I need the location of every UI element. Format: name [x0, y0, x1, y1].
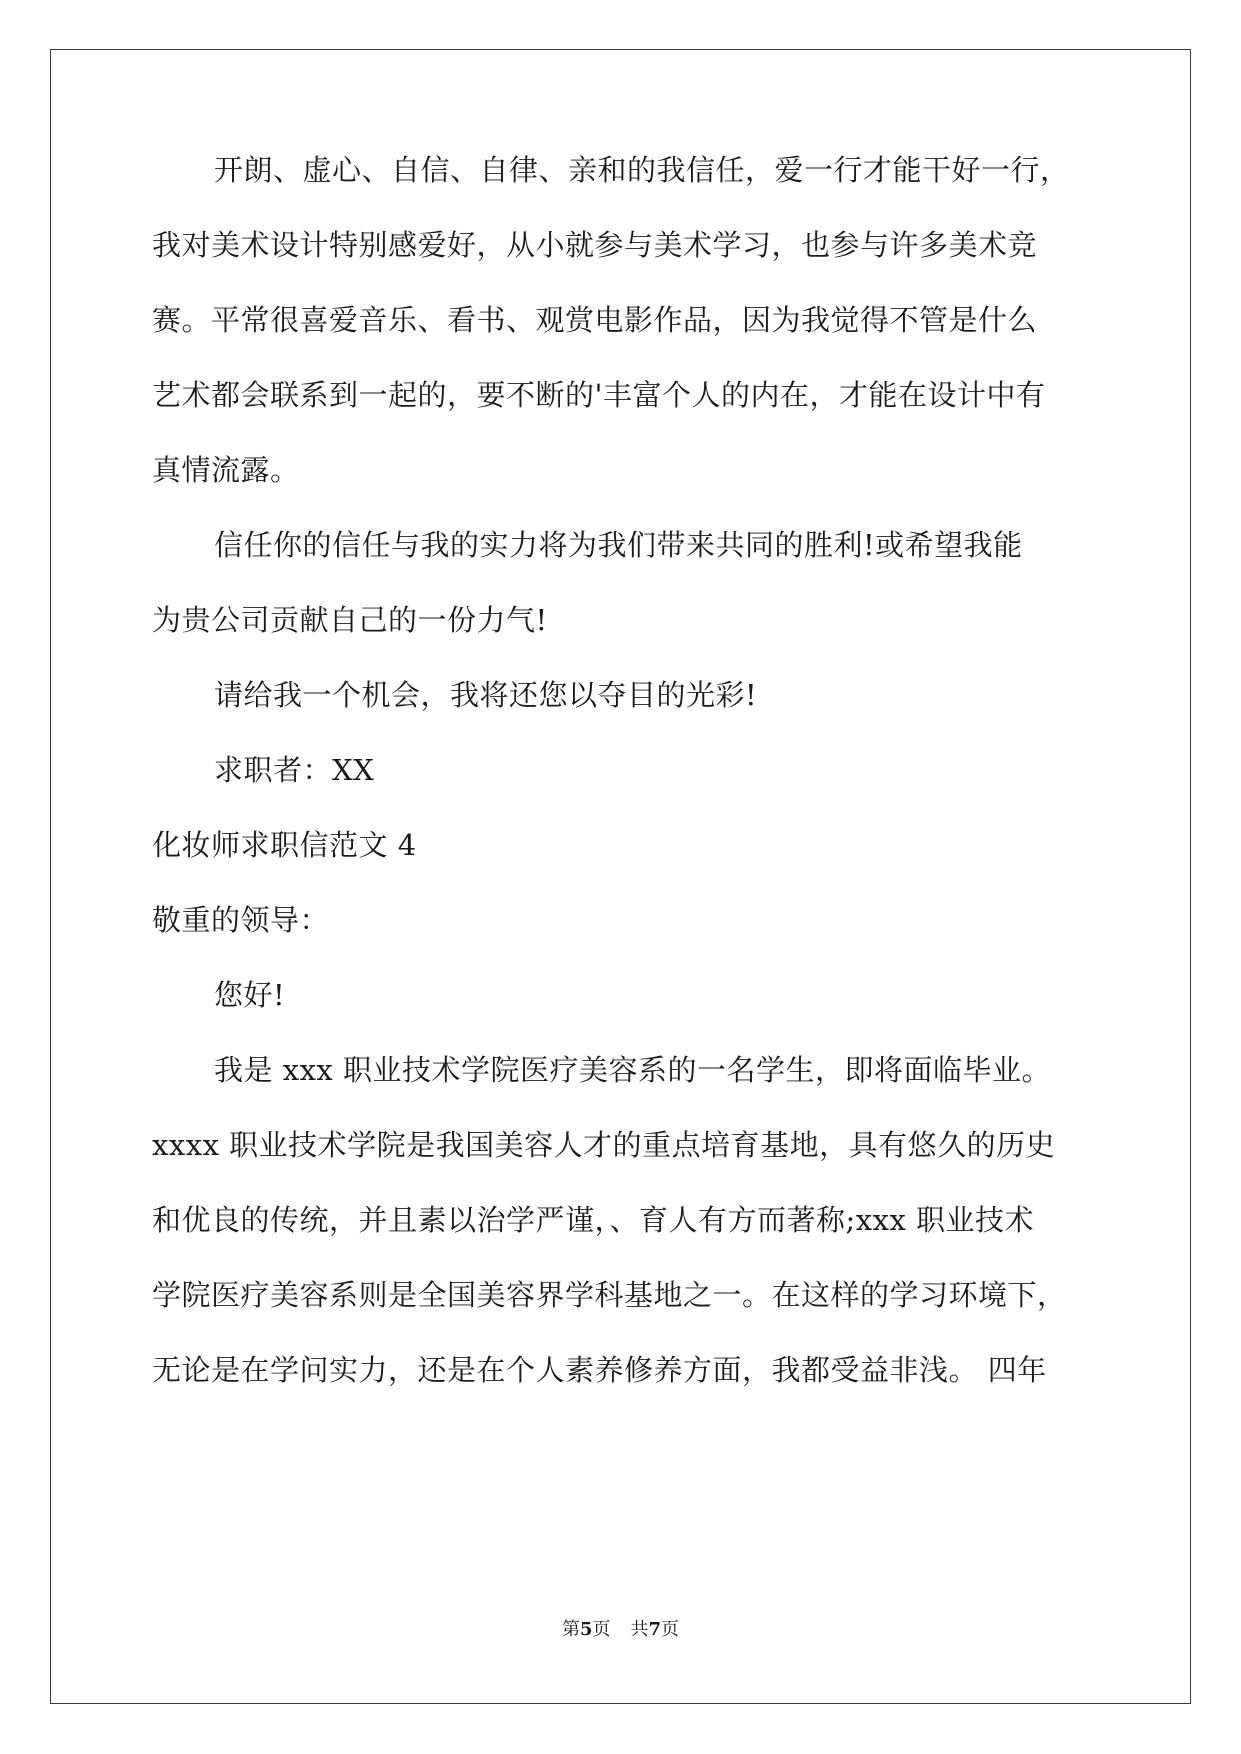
- greeting: 您好!: [214, 978, 286, 1012]
- text-line: 无论是在学问实力，还是在个人素养修养方面，我都受益非浅。 四年: [152, 1353, 1047, 1387]
- text-line: 信任你的信任与我的实力将为我们带来共同的胜利!或希望我能: [214, 528, 1023, 562]
- signature-line: 求职者：XX: [214, 753, 375, 787]
- page-suffix: 页: [592, 1619, 611, 1640]
- text-line: 学院医疗美容系则是全国美容界学科基地之一。在这样的学习环境下，: [152, 1278, 1067, 1312]
- total-prefix: 共: [630, 1619, 649, 1640]
- section-heading: 化妆师求职信范文 4: [152, 828, 417, 862]
- page-current: 5: [579, 1619, 593, 1640]
- page-prefix: 第: [561, 1619, 580, 1640]
- text-line: 我是 xxx 职业技术学院医疗美容系的一名学生，即将面临毕业。: [214, 1053, 1052, 1087]
- text-line: 艺术都会联系到一起的，要不断的'丰富个人的内在，才能在设计中有: [152, 378, 1046, 412]
- text-line: xxxx 职业技术学院是我国美容人才的重点培育基地，具有悠久的历史: [152, 1128, 1056, 1162]
- text-line: 和优良的传统，并且素以治学严谨，、育人有方而著称;xxx 职业技术: [152, 1203, 1035, 1237]
- page-total: 7: [648, 1619, 662, 1640]
- text-line: 开朗、虚心、自信、自律、亲和的我信任，爱一行才能干好一行，: [214, 153, 1070, 187]
- page-footer: [0, 1618, 1241, 1642]
- salutation: 敬重的领导：: [152, 903, 330, 937]
- text-line: 真情流露。: [152, 453, 300, 487]
- text-line: 赛。平常很喜爱音乐、看书、观赏电影作品，因为我觉得不管是什么: [152, 303, 1038, 337]
- total-suffix: 页: [661, 1619, 680, 1640]
- text-line: 我对美术设计特别感爱好，从小就参与美术学习，也参与许多美术竞: [152, 228, 1038, 262]
- text-line: 为贵公司贡献自己的一份力气!: [152, 603, 548, 637]
- text-line: 请给我一个机会，我将还您以夺目的光彩!: [214, 678, 758, 712]
- page-border: [50, 49, 1191, 1704]
